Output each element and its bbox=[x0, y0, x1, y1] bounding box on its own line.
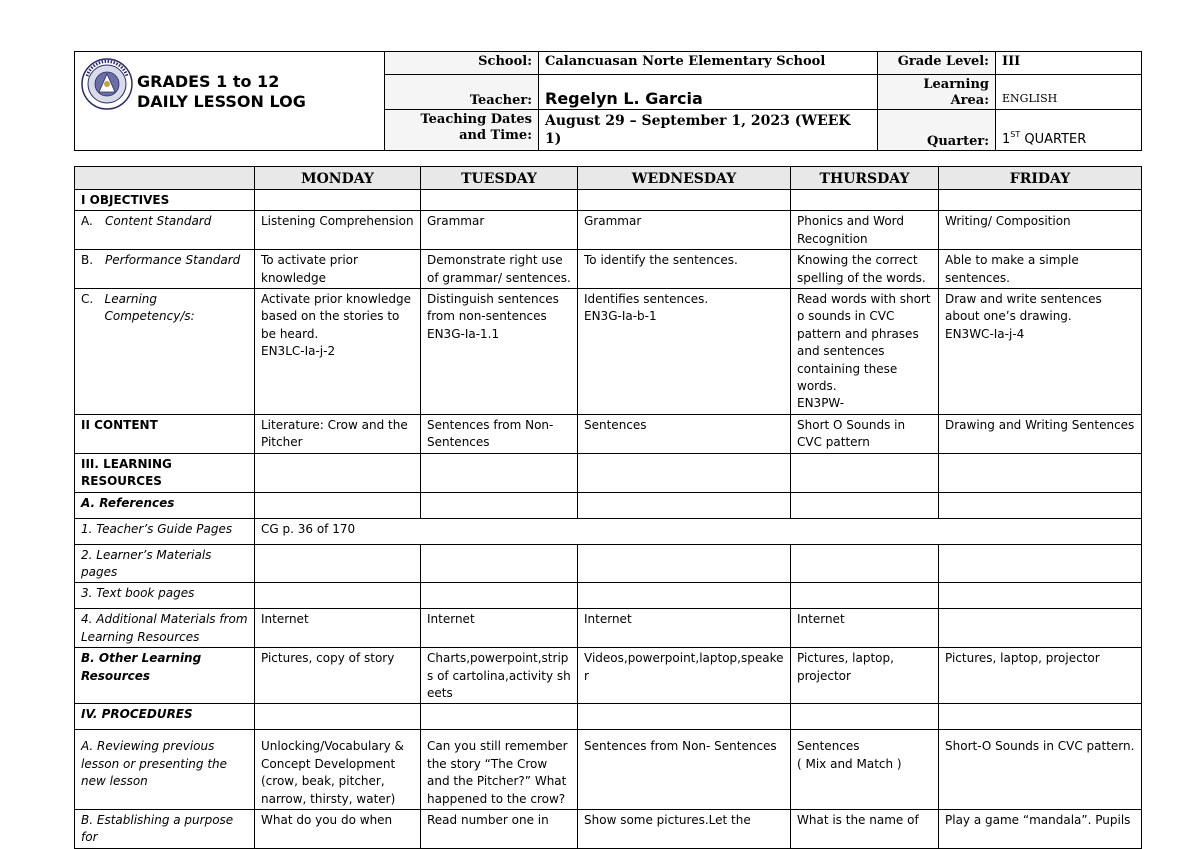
reviewing-label: A. Reviewing previous lesson or presenting the new lesson bbox=[75, 730, 255, 810]
table-cell bbox=[578, 453, 791, 492]
additional-materials-row bbox=[75, 609, 1142, 648]
competency-wednesday bbox=[578, 289, 791, 415]
quarter-number: 1 bbox=[1002, 132, 1011, 147]
table-cell bbox=[791, 190, 939, 211]
day-header-monday: MONDAY bbox=[255, 167, 421, 190]
learners-materials-row bbox=[75, 544, 1142, 583]
additional-materials-label: 4. Additional Materials from Learning Resources bbox=[75, 609, 255, 648]
table-cell bbox=[578, 583, 791, 609]
lesson-log-table bbox=[74, 166, 1142, 849]
additional-friday bbox=[939, 609, 1142, 648]
table-cell bbox=[421, 190, 578, 211]
performance-standard-friday: Able to make a simple sentences. bbox=[939, 250, 1142, 289]
day-header-wednesday: WEDNESDAY bbox=[578, 167, 791, 190]
teacher-label: Teacher: bbox=[385, 75, 539, 110]
learning-resources-label: III. LEARNING RESOURCES bbox=[75, 453, 255, 492]
table-cell bbox=[255, 544, 421, 583]
teaching-dates-value-line2: 1) bbox=[545, 131, 562, 147]
day-header-tuesday: TUESDAY bbox=[421, 167, 578, 190]
content-standard-wednesday: Grammar bbox=[578, 211, 791, 250]
table-cell bbox=[255, 190, 421, 211]
cell-line: Draw and write sentences about one’s drawing. bbox=[945, 292, 1102, 324]
table-cell bbox=[939, 190, 1142, 211]
performance-standard-label bbox=[75, 250, 255, 289]
performance-standard-thursday: Knowing the correct spelling of the words. bbox=[791, 250, 939, 289]
competency-row bbox=[75, 289, 1142, 415]
references-row bbox=[75, 492, 1142, 518]
table-cell bbox=[939, 492, 1142, 518]
cell-code: EN3G-Ia-b-1 bbox=[584, 309, 657, 324]
cell-code: EN3WC-Ia-j-4 bbox=[945, 326, 1025, 341]
content-standard-tuesday: Grammar bbox=[421, 211, 578, 250]
title-line-2: DAILY LESSON LOG bbox=[137, 92, 306, 111]
reviewing-thursday: Sentences ( Mix and Match ) bbox=[791, 730, 939, 810]
content-standard-monday: Listening Comprehension bbox=[255, 211, 421, 250]
teaching-dates-label-line2: and Time: bbox=[459, 128, 532, 143]
textbook-label: 3. Text book pages bbox=[75, 583, 255, 609]
content-tuesday: Sentences from Non-Sentences bbox=[421, 414, 578, 453]
establishing-label: B. Establishing a purpose for bbox=[75, 809, 255, 848]
header-table bbox=[74, 51, 1142, 151]
day-header-friday: FRIDAY bbox=[939, 167, 1142, 190]
table-cell bbox=[578, 544, 791, 583]
reviewing-monday: Unlocking/Vocabulary & Concept Development (crow, beak, pitcher, narrow, thirsty, water) bbox=[255, 730, 421, 810]
table-cell bbox=[255, 492, 421, 518]
table-cell bbox=[255, 583, 421, 609]
cell-code: EN3G-Ia-1.1 bbox=[427, 326, 500, 341]
establishing-monday: What do you do when bbox=[255, 809, 421, 848]
table-cell bbox=[421, 492, 578, 518]
table-cell bbox=[791, 492, 939, 518]
other-resources-friday: Pictures, laptop, projector bbox=[939, 648, 1142, 704]
learners-materials-label: 2. Learner’s Materials pages bbox=[75, 544, 255, 583]
cell-line: Activate prior knowledge based on the stories to be heard. bbox=[261, 292, 412, 341]
cell-code: EN3LC-Ia-j-2 bbox=[261, 344, 336, 359]
competency-monday bbox=[255, 289, 421, 415]
competency-friday bbox=[939, 289, 1142, 415]
content-row bbox=[75, 414, 1142, 453]
content-standard-label bbox=[75, 211, 255, 250]
learning-area-label bbox=[878, 75, 996, 110]
additional-tuesday: Internet bbox=[421, 609, 578, 648]
school-label: School: bbox=[385, 52, 539, 75]
quarter-value bbox=[996, 110, 1142, 151]
other-resources-wednesday: Videos,powerpoint,laptop,speaker bbox=[578, 648, 791, 704]
procedures-label: IV. PROCEDURES bbox=[75, 704, 255, 730]
objectives-row bbox=[75, 190, 1142, 211]
performance-standard-monday: To activate prior knowledge bbox=[255, 250, 421, 289]
row-number: B. bbox=[81, 253, 94, 268]
row-label: Performance Standard bbox=[105, 253, 241, 268]
establishing-tuesday: Read number one in bbox=[421, 809, 578, 848]
teachers-guide-row bbox=[75, 518, 1142, 544]
table-cell bbox=[578, 704, 791, 730]
table-cell bbox=[939, 544, 1142, 583]
day-header-row bbox=[75, 167, 1142, 190]
teachers-guide-label: 1. Teacher’s Guide Pages bbox=[75, 518, 255, 544]
performance-standard-wednesday: To identify the sentences. bbox=[578, 250, 791, 289]
additional-monday: Internet bbox=[255, 609, 421, 648]
reviewing-friday: Short-O Sounds in CVC pattern. bbox=[939, 730, 1142, 810]
content-standard-thursday: Phonics and Word Recognition bbox=[791, 211, 939, 250]
establishing-thursday: What is the name of bbox=[791, 809, 939, 848]
other-resources-label: B. Other Learning Resources bbox=[75, 648, 255, 704]
competency-label bbox=[75, 289, 255, 415]
learning-resources-row bbox=[75, 453, 1142, 492]
performance-standard-tuesday: Demonstrate right use of grammar/ sentences. bbox=[421, 250, 578, 289]
reviewing-tuesday: Can you still remember the story “The Crow and the Pitcher?” What happened to the crow? bbox=[421, 730, 578, 810]
competency-thursday bbox=[791, 289, 939, 415]
reviewing-wednesday: Sentences from Non- Sentences bbox=[578, 730, 791, 810]
other-resources-thursday: Pictures, laptop, projector bbox=[791, 648, 939, 704]
cell-code: EN3PW- bbox=[797, 396, 845, 411]
procedures-row bbox=[75, 704, 1142, 730]
row-number: A. bbox=[81, 214, 93, 229]
lesson-log-title bbox=[137, 72, 306, 112]
teaching-dates-label bbox=[385, 110, 539, 151]
table-cell bbox=[255, 453, 421, 492]
other-resources-row bbox=[75, 648, 1142, 704]
table-cell bbox=[255, 704, 421, 730]
establishing-row bbox=[75, 809, 1142, 848]
objectives-label: I OBJECTIVES bbox=[75, 190, 255, 211]
table-cell bbox=[578, 190, 791, 211]
header-blank-cell bbox=[75, 167, 255, 190]
other-resources-tuesday: Charts,powerpoint,strips of cartolina,activity sheets bbox=[421, 648, 578, 704]
cell-line: Identifies sentences. bbox=[584, 292, 709, 307]
table-cell bbox=[939, 583, 1142, 609]
content-standard-friday: Writing/ Composition bbox=[939, 211, 1142, 250]
table-cell bbox=[578, 492, 791, 518]
table-cell bbox=[791, 704, 939, 730]
quarter-text: QUARTER bbox=[1020, 132, 1087, 147]
teachers-guide-value: CG p. 36 of 170 bbox=[255, 518, 1142, 544]
header-logo-cell bbox=[75, 52, 385, 151]
performance-standard-row bbox=[75, 250, 1142, 289]
day-header-thursday: THURSDAY bbox=[791, 167, 939, 190]
grade-level-value: III bbox=[996, 52, 1142, 75]
cell-line: Distinguish sentences from non-sentences bbox=[427, 292, 559, 324]
row-label: Learning Competency/s: bbox=[104, 292, 195, 324]
teaching-dates-value bbox=[539, 110, 878, 151]
reviewing-row bbox=[75, 730, 1142, 810]
table-cell bbox=[421, 453, 578, 492]
table-cell bbox=[421, 704, 578, 730]
learning-area-label-line2: Area: bbox=[950, 93, 989, 108]
teacher-value: Regelyn L. Garcia bbox=[539, 75, 878, 110]
table-cell bbox=[421, 583, 578, 609]
establishing-wednesday: Show some pictures.Let the bbox=[578, 809, 791, 848]
learning-area-value: ENGLISH bbox=[996, 75, 1142, 110]
competency-tuesday bbox=[421, 289, 578, 415]
row-number: C. bbox=[81, 292, 94, 307]
table-cell bbox=[939, 453, 1142, 492]
teaching-dates-label-line1: Teaching Dates bbox=[420, 112, 532, 127]
content-monday: Literature: Crow and the Pitcher bbox=[255, 414, 421, 453]
other-resources-monday: Pictures, copy of story bbox=[255, 648, 421, 704]
quarter-suffix: ST bbox=[1010, 130, 1021, 139]
content-friday: Drawing and Writing Sentences bbox=[939, 414, 1142, 453]
content-thursday: Short O Sounds in CVC pattern bbox=[791, 414, 939, 453]
title-line-1: GRADES 1 to 12 bbox=[137, 72, 280, 91]
table-cell bbox=[791, 453, 939, 492]
school-value: Calancuasan Norte Elementary School bbox=[539, 52, 878, 75]
additional-wednesday: Internet bbox=[578, 609, 791, 648]
grade-level-label: Grade Level: bbox=[878, 52, 996, 75]
additional-thursday: Internet bbox=[791, 609, 939, 648]
row-label: Content Standard bbox=[105, 214, 212, 229]
quarter-label: Quarter: bbox=[878, 110, 996, 151]
teaching-dates-value-line1: August 29 – September 1, 2023 (WEEK bbox=[545, 113, 851, 129]
references-label: A. References bbox=[75, 492, 255, 518]
table-cell bbox=[421, 544, 578, 583]
learning-area-label-line1: Learning bbox=[923, 77, 989, 92]
content-label: II CONTENT bbox=[75, 414, 255, 453]
textbook-row bbox=[75, 583, 1142, 609]
table-cell bbox=[791, 544, 939, 583]
establishing-friday: Play a game “mandala”. Pupils bbox=[939, 809, 1142, 848]
content-standard-row bbox=[75, 211, 1142, 250]
cell-line: Read words with short o sounds in CVC pattern and phrases and sentences containing these words. bbox=[797, 292, 931, 394]
table-cell bbox=[939, 704, 1142, 730]
deped-seal-icon bbox=[81, 58, 133, 110]
content-wednesday: Sentences bbox=[578, 414, 791, 453]
table-cell bbox=[791, 583, 939, 609]
